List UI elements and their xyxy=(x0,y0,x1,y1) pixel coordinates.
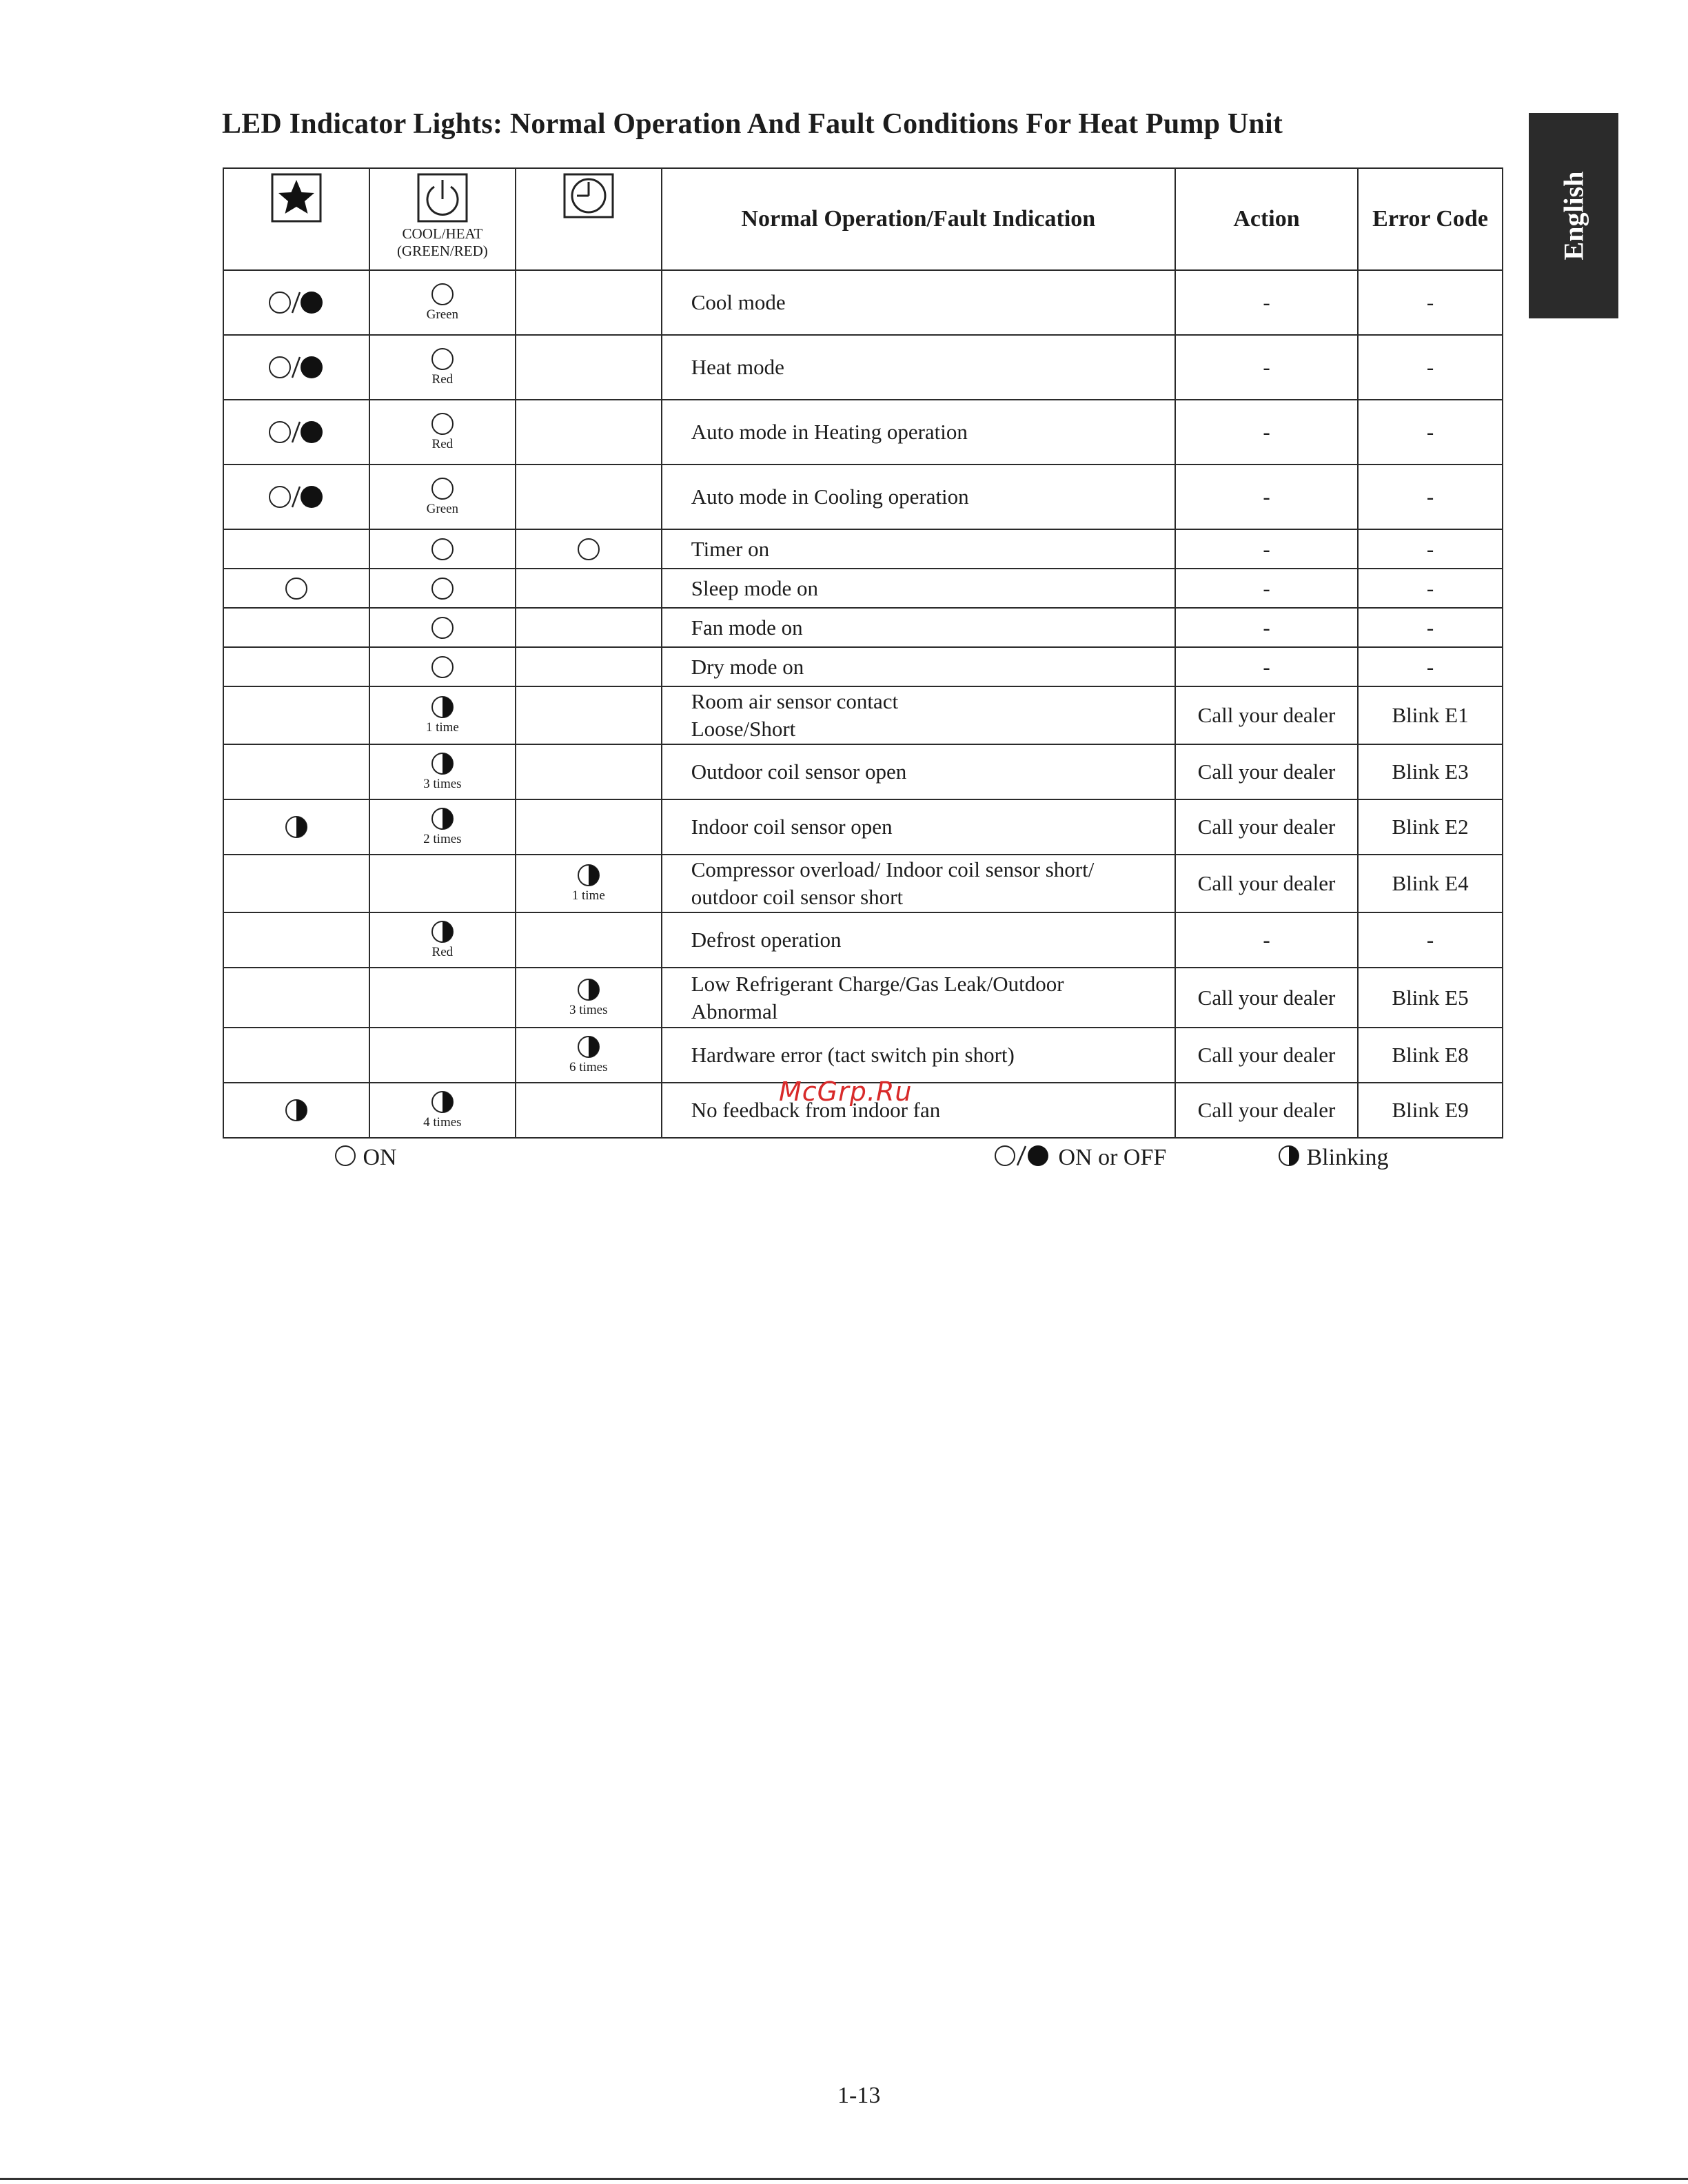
sleep-indicator-cell xyxy=(223,569,369,608)
led-on-icon xyxy=(577,538,600,561)
led-blinking-icon xyxy=(1277,1144,1301,1167)
error-code-cell: - xyxy=(1358,270,1503,335)
power-indicator-cell xyxy=(369,465,516,529)
power-indicator-cell xyxy=(369,968,516,1028)
timer-note: 1 time xyxy=(571,888,605,903)
indication-cell xyxy=(662,400,1175,465)
timer-indicator-cell xyxy=(516,608,662,647)
timer-indicator-cell xyxy=(516,968,662,1028)
indication-text: Room air sensor contact xyxy=(691,689,899,713)
timer-indicator-cell xyxy=(516,686,662,744)
power-indicator-cell xyxy=(369,686,516,744)
bottom-rule xyxy=(0,2178,1688,2180)
led-blinking-icon xyxy=(431,695,454,719)
table-row xyxy=(223,855,1503,912)
led-blinking-icon xyxy=(285,815,308,839)
led-on-off-icon xyxy=(268,420,325,445)
table-row xyxy=(223,912,1503,968)
error-code-cell: - xyxy=(1358,335,1503,400)
power-indicator-cell xyxy=(369,270,516,335)
table-row xyxy=(223,529,1503,569)
language-tab-label: English xyxy=(1558,171,1589,261)
error-code-cell: - xyxy=(1358,465,1503,529)
action-cell: - xyxy=(1175,647,1358,686)
power-note: 4 times xyxy=(423,1115,462,1130)
indication-text: Fan mode on xyxy=(691,615,803,640)
power-indicator-cell xyxy=(369,569,516,608)
action-cell: - xyxy=(1175,529,1358,569)
indication-cell xyxy=(662,335,1175,400)
indication-text: Defrost operation xyxy=(691,928,842,952)
led-on-icon xyxy=(431,577,454,600)
indication-cell xyxy=(662,968,1175,1028)
action-cell: Call your dealer xyxy=(1175,855,1358,912)
action-column-header: Action xyxy=(1175,168,1358,270)
sleep-indicator-cell xyxy=(223,799,369,855)
table-row xyxy=(223,744,1503,799)
indication-text: Auto mode in Cooling operation xyxy=(691,484,969,509)
power-note: Green xyxy=(426,307,459,322)
timer-indicator-cell xyxy=(516,647,662,686)
indication-cell xyxy=(662,465,1175,529)
led-blinking-icon xyxy=(431,807,454,830)
indication-cell xyxy=(662,569,1175,608)
table-row xyxy=(223,270,1503,335)
led-on-icon xyxy=(431,412,454,436)
indication-cell xyxy=(662,855,1175,912)
led-blinking-icon xyxy=(431,752,454,775)
power-indicator-cell xyxy=(369,335,516,400)
page-number: 1-13 xyxy=(837,2083,881,2108)
power-indicator-cell xyxy=(369,529,516,569)
power-indicator-cell xyxy=(369,647,516,686)
sleep-indicator-cell xyxy=(223,529,369,569)
indication-text: Cool mode xyxy=(691,290,786,314)
led-on-icon xyxy=(285,577,308,600)
timer-indicator-cell xyxy=(516,335,662,400)
error-code-cell: Blink E8 xyxy=(1358,1028,1503,1083)
power-note: 2 times xyxy=(423,832,462,846)
table-row xyxy=(223,1028,1503,1083)
indication-cell xyxy=(662,647,1175,686)
legend-on-label: ON xyxy=(363,1145,397,1170)
power-caption-line-2: (GREEN/RED) xyxy=(396,243,488,259)
led-blinking-icon xyxy=(577,978,600,1001)
indication-text-line-2: outdoor coil sensor short xyxy=(691,885,904,909)
error-code-cell: Blink E4 xyxy=(1358,855,1503,912)
led-blinking-icon xyxy=(431,1090,454,1114)
watermark: McGrp.Ru xyxy=(779,1076,913,1107)
led-on-off-icon xyxy=(268,355,325,380)
action-cell: Call your dealer xyxy=(1175,968,1358,1028)
table-header-row xyxy=(223,168,1503,270)
sleep-indicator-cell xyxy=(223,465,369,529)
sleep-indicator-cell xyxy=(223,1028,369,1083)
error-code-cell: - xyxy=(1358,608,1503,647)
timer-indicator-cell xyxy=(516,1028,662,1083)
led-blinking-icon xyxy=(431,920,454,943)
indication-cell xyxy=(662,799,1175,855)
indication-cell xyxy=(662,744,1175,799)
sleep-indicator-cell xyxy=(223,335,369,400)
led-indicator-table xyxy=(223,167,1503,1139)
table-row xyxy=(223,647,1503,686)
led-blinking-icon xyxy=(577,1035,600,1059)
timer-indicator-cell xyxy=(516,270,662,335)
indication-text: Compressor overload/ Indoor coil sensor short/ xyxy=(691,857,1095,881)
indication-column-header: Normal Operation/Fault Indication xyxy=(662,168,1175,270)
indication-cell xyxy=(662,529,1175,569)
timer-indicator-cell xyxy=(516,529,662,569)
page-title: LED Indicator Lights: Normal Operation And Fault Conditions For Heat Pump Unit xyxy=(222,108,1283,140)
led-on-off-icon xyxy=(268,484,325,509)
action-cell: Call your dealer xyxy=(1175,744,1358,799)
indication-text: Sleep mode on xyxy=(691,575,818,600)
timer-indicator-cell xyxy=(516,799,662,855)
legend-on xyxy=(334,1144,397,1171)
power-indicator-cell xyxy=(369,1083,516,1138)
action-cell: - xyxy=(1175,270,1358,335)
led-on-icon xyxy=(431,477,454,500)
sleep-indicator-cell xyxy=(223,686,369,744)
error-code-cell: - xyxy=(1358,647,1503,686)
power-indicator-cell xyxy=(369,912,516,968)
legend-on-off-label: ON or OFF xyxy=(1058,1145,1167,1170)
led-on-icon xyxy=(334,1144,357,1167)
table-row xyxy=(223,799,1503,855)
indication-text: Timer on xyxy=(691,536,770,561)
led-on-icon xyxy=(431,347,454,371)
sleep-indicator-cell xyxy=(223,968,369,1028)
power-indicator-cell xyxy=(369,1028,516,1083)
sleep-indicator-cell xyxy=(223,1083,369,1138)
indication-cell xyxy=(662,1083,1175,1138)
action-cell: Call your dealer xyxy=(1175,686,1358,744)
sleep-indicator-cell xyxy=(223,270,369,335)
action-cell: Call your dealer xyxy=(1175,799,1358,855)
action-cell: - xyxy=(1175,608,1358,647)
led-on-off-icon xyxy=(268,290,325,315)
indication-text-line-2: Loose/Short xyxy=(691,717,796,741)
star-icon xyxy=(271,173,322,223)
action-cell: Call your dealer xyxy=(1175,1028,1358,1083)
action-cell: - xyxy=(1175,335,1358,400)
power-note: Red xyxy=(431,437,454,451)
table-row xyxy=(223,608,1503,647)
power-caption-line-1: COOL/HEAT xyxy=(402,225,483,242)
legend-blinking xyxy=(1277,1144,1389,1171)
indication-text: Indoor coil sensor open xyxy=(691,815,893,839)
timer-indicator-cell xyxy=(516,569,662,608)
legend-on-off xyxy=(993,1144,1166,1171)
sleep-indicator-cell xyxy=(223,647,369,686)
timer-indicator-cell xyxy=(516,855,662,912)
action-cell: - xyxy=(1175,400,1358,465)
table-row xyxy=(223,465,1503,529)
table-row xyxy=(223,569,1503,608)
indication-text: Auto mode in Heating operation xyxy=(691,420,968,444)
sleep-indicator-cell xyxy=(223,608,369,647)
indication-text: No feedback from indoor fan xyxy=(691,1098,941,1122)
indication-text: Low Refrigerant Charge/Gas Leak/Outdoor xyxy=(691,971,1064,996)
power-indicator-cell xyxy=(369,608,516,647)
led-on-icon xyxy=(431,283,454,306)
led-on-icon xyxy=(431,616,454,640)
timer-column-header xyxy=(516,168,662,270)
power-indicator-cell xyxy=(369,799,516,855)
action-cell: - xyxy=(1175,912,1358,968)
timer-indicator-cell xyxy=(516,744,662,799)
indication-cell xyxy=(662,270,1175,335)
timer-indicator-cell xyxy=(516,912,662,968)
timer-note: 6 times xyxy=(569,1060,608,1074)
sleep-indicator-cell xyxy=(223,744,369,799)
indication-text: Hardware error (tact switch pin short) xyxy=(691,1043,1015,1067)
table-row xyxy=(223,968,1503,1028)
action-cell: - xyxy=(1175,465,1358,529)
table-row xyxy=(223,400,1503,465)
indication-cell xyxy=(662,912,1175,968)
led-on-icon xyxy=(431,655,454,679)
error-code-cell: - xyxy=(1358,400,1503,465)
indication-text: Dry mode on xyxy=(691,654,804,679)
timer-indicator-cell xyxy=(516,465,662,529)
timer-note: 3 times xyxy=(569,1002,608,1017)
sleep-indicator-cell xyxy=(223,855,369,912)
indication-cell xyxy=(662,1028,1175,1083)
led-blinking-icon xyxy=(577,864,600,887)
table-row xyxy=(223,335,1503,400)
action-cell: - xyxy=(1175,569,1358,608)
table-row xyxy=(223,686,1503,744)
sleep-indicator-cell xyxy=(223,400,369,465)
error-code-cell: Blink E1 xyxy=(1358,686,1503,744)
timer-indicator-cell xyxy=(516,1083,662,1138)
error-code-column-header: Error Code xyxy=(1358,168,1503,270)
error-code-cell: - xyxy=(1358,529,1503,569)
power-icon xyxy=(417,173,468,223)
clock-icon xyxy=(563,173,614,218)
sleep-indicator-cell xyxy=(223,912,369,968)
timer-indicator-cell xyxy=(516,400,662,465)
indication-cell xyxy=(662,608,1175,647)
power-note: 3 times xyxy=(423,777,462,791)
power-note: 1 time xyxy=(425,720,459,735)
indication-cell xyxy=(662,686,1175,744)
led-blinking-icon xyxy=(285,1099,308,1122)
error-code-cell: Blink E9 xyxy=(1358,1083,1503,1138)
power-note: Red xyxy=(431,945,454,959)
action-cell: Call your dealer xyxy=(1175,1083,1358,1138)
indication-text: Heat mode xyxy=(691,355,784,379)
error-code-cell: Blink E5 xyxy=(1358,968,1503,1028)
power-indicator-cell xyxy=(369,855,516,912)
power-indicator-cell xyxy=(369,400,516,465)
led-on-off-icon xyxy=(993,1144,1053,1167)
power-indicator-cell xyxy=(369,744,516,799)
sleep-column-header xyxy=(223,168,369,270)
led-on-icon xyxy=(431,538,454,561)
error-code-cell: - xyxy=(1358,912,1503,968)
power-column-header xyxy=(369,168,516,270)
indication-text: Outdoor coil sensor open xyxy=(691,759,907,784)
language-tab xyxy=(1529,113,1618,318)
power-note: Red xyxy=(431,372,454,387)
error-code-cell: - xyxy=(1358,569,1503,608)
error-code-cell: Blink E2 xyxy=(1358,799,1503,855)
legend-blinking-label: Blinking xyxy=(1306,1145,1389,1170)
power-note: Green xyxy=(426,502,459,516)
error-code-cell: Blink E3 xyxy=(1358,744,1503,799)
indication-text-line-2: Abnormal xyxy=(691,999,778,1023)
